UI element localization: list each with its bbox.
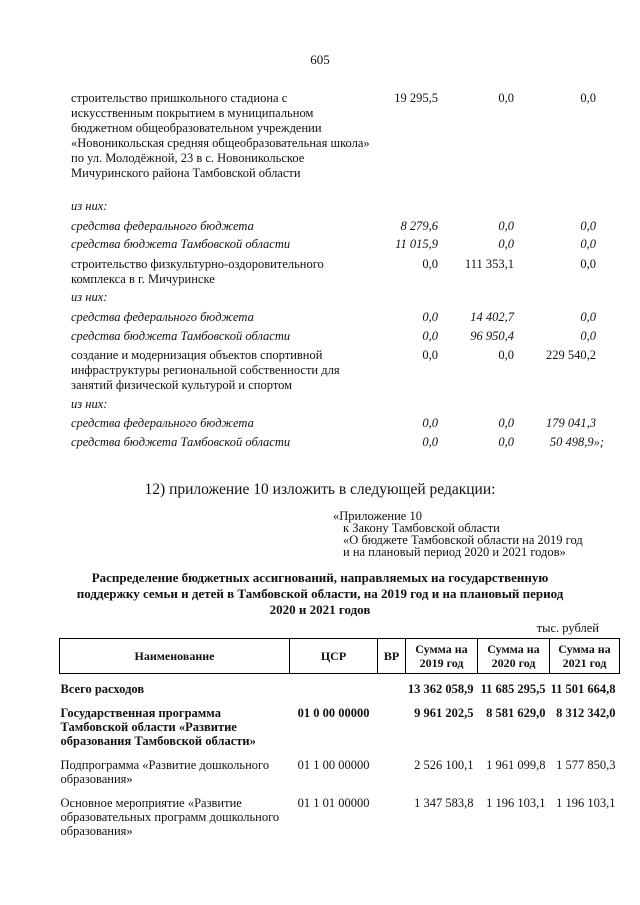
budget-table	[59, 638, 620, 840]
value-2021: 179 041,3	[546, 416, 596, 430]
value-2019: 0,0	[422, 416, 438, 430]
cell-vr	[378, 794, 406, 840]
value-2021: 0,0	[580, 237, 596, 251]
value-2020: 0,0	[498, 91, 514, 105]
value-2019: 0,0	[422, 329, 438, 343]
appendix-line: к Закону Тамбовской области	[343, 521, 500, 535]
header-2019: Сумма на 2019 год	[406, 639, 478, 674]
row-name: из них:	[71, 290, 108, 304]
row-name: создание и модернизация объектов спортивной инфраструктуры региональной собственности для занятий физической культурой и спортом	[71, 348, 340, 392]
row-name: из них:	[71, 397, 108, 411]
title-line: Распределение бюджетных ассигнований, направляемых на государственную	[91, 570, 549, 585]
document-title	[0, 570, 640, 618]
appendix-line: «О бюджете Тамбовской области на 2019 год	[343, 533, 583, 547]
header-vr: ВР	[378, 639, 406, 674]
header-csr: ЦСР	[290, 639, 378, 674]
row-name: средства бюджета Тамбовской области	[71, 435, 291, 449]
row-name: строительство пришкольного стадиона с искусственным покрытием в муниципальном бюджетном общеобразовательном учреждении «Новоникольская средняя общеобразовательная школа» по ул. Молодёжной, 23 в с. Новоникольское Мичуринского района Тамбовской области	[71, 91, 370, 180]
cell-2021: 11 501 664,8	[550, 682, 616, 696]
cell-2019: 9 961 202,5	[414, 706, 474, 720]
value-2020: 0,0	[498, 219, 514, 233]
value-2020: 0,0	[498, 348, 514, 362]
top-row	[0, 91, 640, 196]
cell-name: Всего расходов	[60, 682, 145, 696]
value-2020: 111 353,1	[464, 257, 514, 271]
cell-vr	[378, 674, 406, 705]
header-2021: Сумма на 2021 год	[550, 639, 620, 674]
row-name: средства бюджета Тамбовской области	[71, 329, 291, 343]
page-number: 605	[310, 52, 330, 67]
cell-name: Государственная программа Тамбовской области «Развитие образования Тамбовской области»	[60, 706, 256, 748]
cell-2020: 1 196 103,1	[486, 796, 546, 810]
value-2019: 8 279,6	[400, 219, 438, 233]
cell-vr	[378, 756, 406, 794]
table-row	[60, 674, 620, 705]
row-name: средства федерального бюджета	[71, 219, 254, 233]
section-heading: 12) приложение 10 изложить в следующей редакции:	[144, 481, 496, 498]
cell-vr	[378, 704, 406, 756]
value-2020: 0,0	[498, 435, 514, 449]
value-2019: 0,0	[422, 310, 438, 324]
value-2019: 0,0	[422, 435, 438, 449]
value-2021: 0,0	[580, 219, 596, 233]
row-name: средства бюджета Тамбовской области	[71, 237, 291, 251]
value-2020: 14 402,7	[470, 310, 514, 324]
cell-csr: 01 1 00 00000	[297, 758, 370, 772]
cell-csr: 01 1 01 00000	[297, 796, 370, 810]
table-row	[60, 704, 620, 756]
cell-2021: 1 196 103,1	[556, 796, 616, 810]
cell-2021: 8 312 342,0	[556, 706, 616, 720]
row-name: средства федерального бюджета	[71, 416, 254, 430]
units-label: тыс. рублей	[536, 621, 599, 635]
row-name: из них:	[71, 199, 108, 213]
cell-csr: 01 0 00 00000	[297, 706, 370, 720]
value-2020: 96 950,4	[470, 329, 514, 343]
cell-2019: 13 362 058,9	[407, 682, 474, 696]
table-header-row	[60, 639, 620, 674]
cell-2019: 1 347 583,8	[414, 796, 474, 810]
header-2020: Сумма на 2020 год	[478, 639, 550, 674]
value-2019: 11 015,9	[395, 237, 438, 251]
cell-2020: 11 685 295,5	[480, 682, 546, 696]
cell-csr	[290, 674, 378, 705]
value-2019: 0,0	[422, 257, 438, 271]
table-row	[60, 794, 620, 840]
value-2020: 0,0	[498, 237, 514, 251]
value-2021: 0,0	[580, 329, 596, 343]
cell-2020: 8 581 629,0	[486, 706, 546, 720]
value-2021: 0,0	[580, 91, 596, 105]
value-2021: 0,0	[580, 257, 596, 271]
value-2021: 229 540,2	[546, 348, 596, 362]
cell-2020: 1 961 099,8	[486, 758, 546, 772]
value-2019: 0,0	[422, 348, 438, 362]
row-name: средства федерального бюджета	[71, 310, 254, 324]
value-2021: 0,0	[580, 310, 596, 324]
title-line: 2020 и 2021 годов	[269, 602, 371, 617]
appendix-line: и на плановый период 2020 и 2021 годов»	[343, 545, 566, 559]
cell-2019: 2 526 100,1	[414, 758, 474, 772]
value-2019: 19 295,5	[394, 91, 438, 105]
value-2021: 50 498,9»;	[549, 435, 604, 449]
appendix-line: «Приложение 10	[333, 509, 422, 523]
header-name: Наименование	[60, 639, 290, 674]
table-row	[60, 756, 620, 794]
title-line: поддержку семьи и детей в Тамбовской области, на 2019 год и на плановый период	[76, 586, 564, 601]
cell-name: Подпрограмма «Развитие дошкольного образования»	[60, 758, 270, 786]
cell-name: Основное мероприятие «Развитие образовательных программ дошкольного образования»	[60, 796, 280, 838]
cell-2021: 1 577 850,3	[556, 758, 616, 772]
value-2020: 0,0	[498, 416, 514, 430]
row-name: строительство физкультурно-оздоровительного комплекса в г. Мичуринске	[71, 257, 324, 286]
